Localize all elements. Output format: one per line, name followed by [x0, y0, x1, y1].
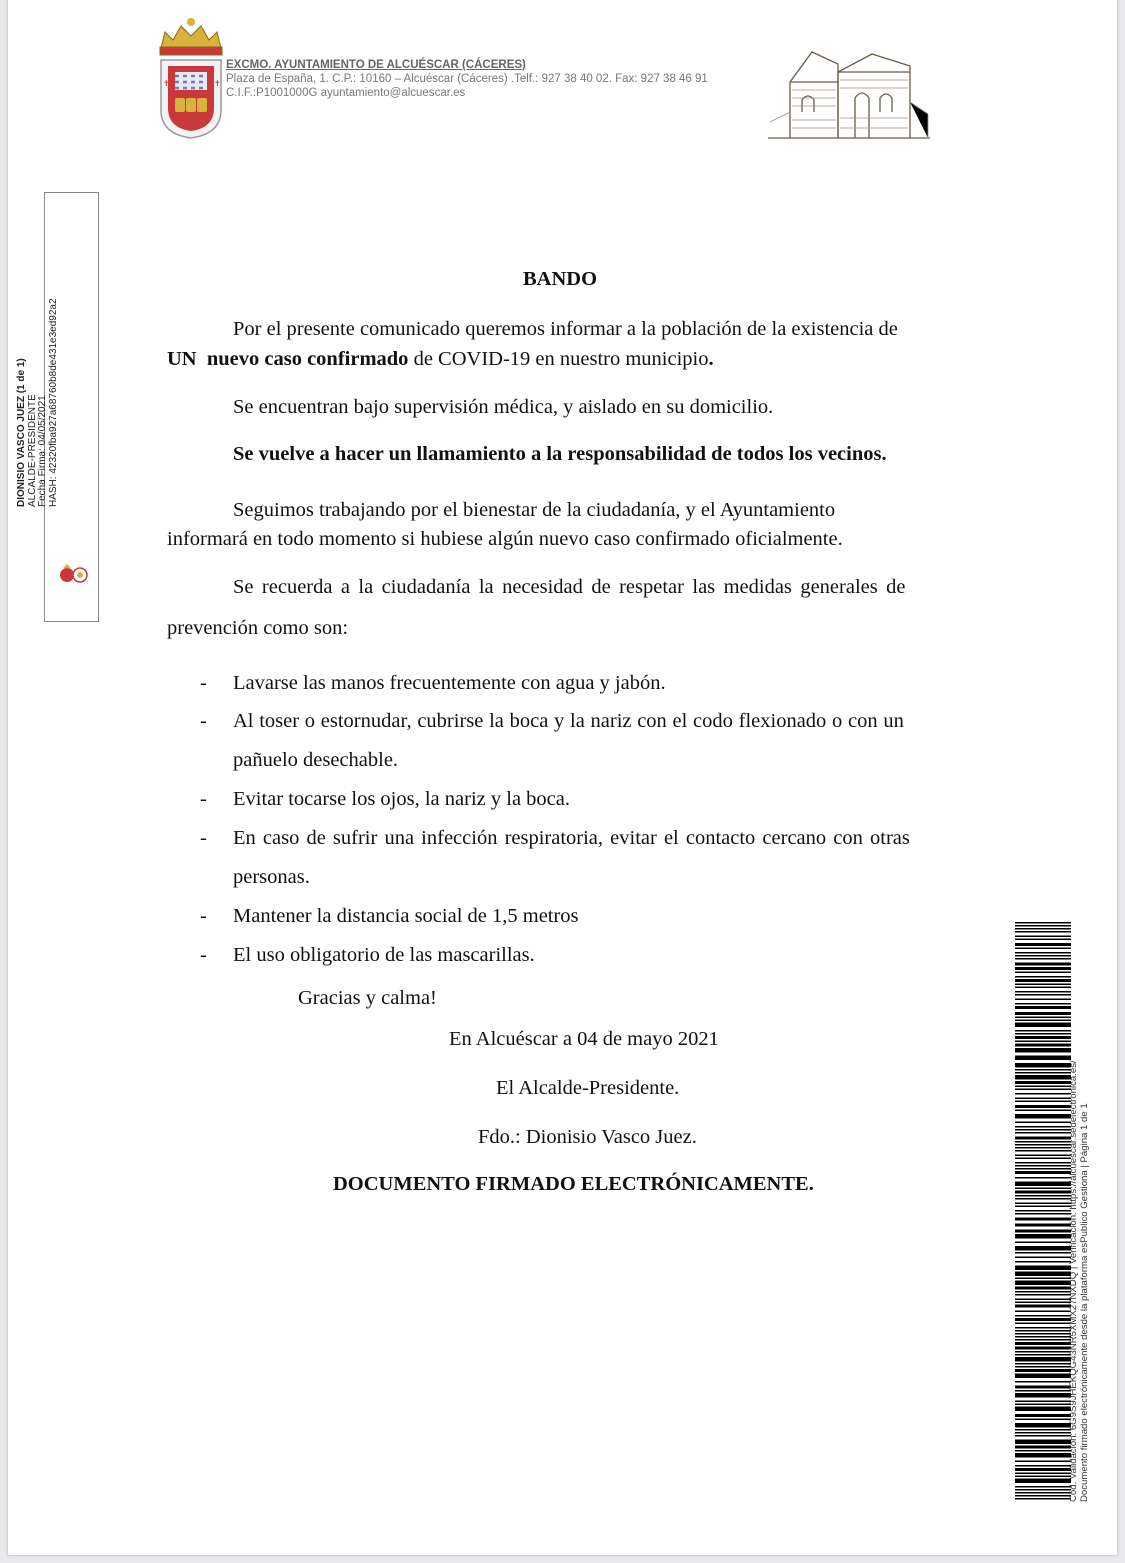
paragraph-1-period: .: [708, 348, 714, 370]
paragraph-1-bold: UN nuevo caso confirmado: [167, 348, 409, 370]
signature-date: Fecha Firma: 04/05/2021: [37, 395, 48, 507]
signer-name-line: Fdo.: Dionisio Vasco Juez.: [478, 1126, 697, 1148]
paragraph-4-line-1: Seguimos trabajando por el bienestar de la ciudadanía, y el Ayuntamiento: [233, 499, 836, 521]
list-item-text-continued: pañuelo desechable.: [233, 749, 399, 771]
svg-text:✝: ✝: [214, 79, 221, 88]
document-title: BANDO: [523, 268, 598, 290]
coat-of-arms-logo: [151, 14, 231, 142]
list-item-text: Al toser o estornudar, cubrirse la boca y la nariz con el codo flexionado o con un: [233, 710, 904, 732]
list-item-text: Evitar tocarse los ojos, la nariz y la boca.: [233, 788, 570, 810]
svg-text:✝: ✝: [163, 79, 170, 88]
electronic-signature-notice: DOCUMENTO FIRMADO ELECTRÓNICAMENTE.: [333, 1173, 814, 1195]
list-bullet: -: [200, 944, 207, 966]
validation-platform: Documento firmado electrónicamente desde la plataforma esPublico Gestiona | Página 1 de 1: [1079, 1103, 1090, 1502]
list-item-text: En caso de sufrir una infección respiratoria, evitar el contacto cercano con otras: [233, 827, 910, 849]
list-bullet: -: [200, 672, 207, 694]
paragraph-4-line-2: informará en todo momento si hubiese algún nuevo caso confirmado oficialmente.: [167, 528, 843, 550]
signer-role: ALCALDE-PRESIDENTE: [26, 394, 38, 507]
paragraph-5-line-2: prevención como son:: [167, 617, 349, 639]
validation-text: [1068, 1060, 1090, 1502]
paragraph-1-line-1: Por el presente comunicado queremos informar a la población de la existencia de: [233, 318, 898, 340]
list-item-text-continued: personas.: [233, 866, 310, 888]
paragraph-1-rest: de COVID-19 en nuestro municipio: [413, 348, 709, 370]
organization-info: [226, 58, 708, 100]
list-bullet: -: [200, 710, 207, 732]
paragraph-5-line-1: Se recuerda a la ciudadanía la necesidad de respetar las medidas generales de: [233, 576, 906, 598]
list-item-text: Mantener la distancia social de 1,5 metros: [233, 905, 579, 927]
paragraph-1-line-2: [167, 344, 714, 374]
list-bullet: -: [200, 905, 207, 927]
seal-icon: [58, 563, 88, 585]
paragraph-2: Se encuentran bajo supervisión médica, y aislado en su domicilio.: [233, 396, 774, 418]
church-illustration: [760, 42, 938, 140]
list-bullet: -: [200, 827, 207, 849]
list-bullet: -: [200, 788, 207, 810]
document-page: [8, 0, 1117, 1555]
signature-hash: HASH: 42320fba927a68760b8de431e3ed92a2: [47, 298, 59, 507]
organization-name: EXCMO. AYUNTAMIENTO DE ALCUÉSCAR (CÁCERES): [226, 59, 526, 71]
organization-address: Plaza de España, 1. C.P.: 10160 – Alcuéscar (Cáceres) .Telf.: 927 38 40 02. Fax: 927 38 46 91: [226, 73, 708, 85]
paragraph-3: Se vuelve a hacer un llamamiento a la responsabilidad de todos los vecinos.: [233, 443, 887, 465]
signature-stamp-text: [17, 298, 59, 507]
validation-code: Cód. Validación: 6G9S9JHEKQG43NR5XMX27NXDQ | Verificación: https://alcuescar.sedelectronica.es/: [1068, 1060, 1079, 1502]
place-and-date: En Alcuéscar a 04 de mayo 2021: [449, 1028, 719, 1050]
signer-name: DIONISIO VASCO JUEZ (1 de 1): [16, 358, 27, 507]
validation-barcode: [1015, 922, 1071, 1502]
signer-role-line: El Alcalde-Presidente.: [496, 1077, 680, 1099]
list-item-text: El uso obligatorio de las mascarillas.: [233, 944, 535, 966]
closing-thanks: Gracias y calma!: [298, 987, 437, 1009]
list-item-text: Lavarse las manos frecuentemente con agua y jabón.: [233, 672, 666, 694]
organization-cif-email: C.I.F.:P1001000G ayuntamiento@alcuescar.es: [226, 87, 466, 99]
